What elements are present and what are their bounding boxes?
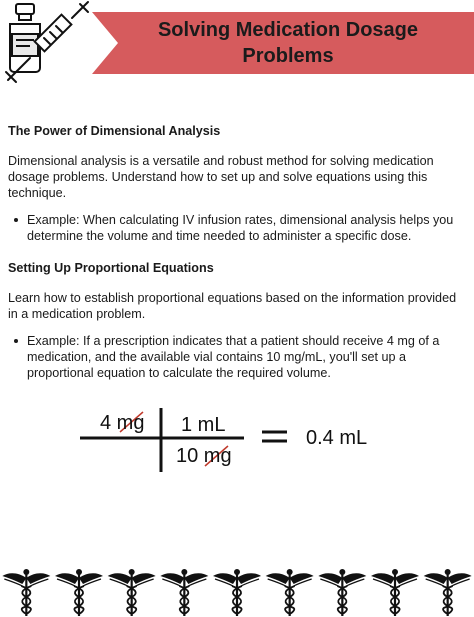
main-content [8, 123, 463, 394]
bullet-text: Example: When calculating IV infusion rates, dimensional analysis helps you determine the volume and time needed to administer a specific dose. [27, 213, 454, 243]
equation-lines [0, 400, 474, 480]
section-heading: Setting Up Proportional Equations [8, 261, 214, 275]
section-paragraph: Dimensional analysis is a versatile and robust method for solving medication dosage problems. Understand how to set up and solve equations using this technique. [8, 154, 434, 200]
bullet-dot-icon [14, 218, 18, 222]
caduceus-icon [424, 569, 472, 616]
caduceus-icon [160, 569, 208, 616]
example-bullet [8, 212, 463, 244]
caduceus-icon [55, 569, 103, 616]
caduceus-icon [266, 569, 314, 616]
example-bullet [8, 333, 463, 381]
page-title: Solving Medication Dosage Problems [157, 19, 419, 67]
caduceus-icon [371, 569, 419, 616]
numerator-volume: 1 mL [181, 414, 226, 436]
caduceus-icon [108, 569, 156, 616]
section-paragraph: Learn how to establish proportional equations based on the information provided in a medication problem. [8, 291, 457, 321]
numerator-dose: 4 mg [100, 412, 145, 434]
bullet-dot-icon [14, 339, 18, 343]
caduceus-icon [318, 569, 366, 616]
syringe-vial-icon [0, 0, 96, 92]
caduceus-icon [2, 569, 50, 616]
caduceus-border [0, 566, 474, 617]
dimensional-analysis-equation [0, 400, 474, 480]
equation-result: 0.4 mL [306, 427, 368, 449]
bullet-text: Example: If a prescription indicates that a patient should receive 4 mg of a medication, and the available vial contains 10 mg/mL, you'll set up a proportional equation to calculate the required volume. [27, 334, 440, 380]
caduceus-icon [213, 569, 261, 616]
denominator-concentration: 10 mg [176, 445, 232, 467]
section-heading: The Power of Dimensional Analysis [8, 124, 221, 138]
